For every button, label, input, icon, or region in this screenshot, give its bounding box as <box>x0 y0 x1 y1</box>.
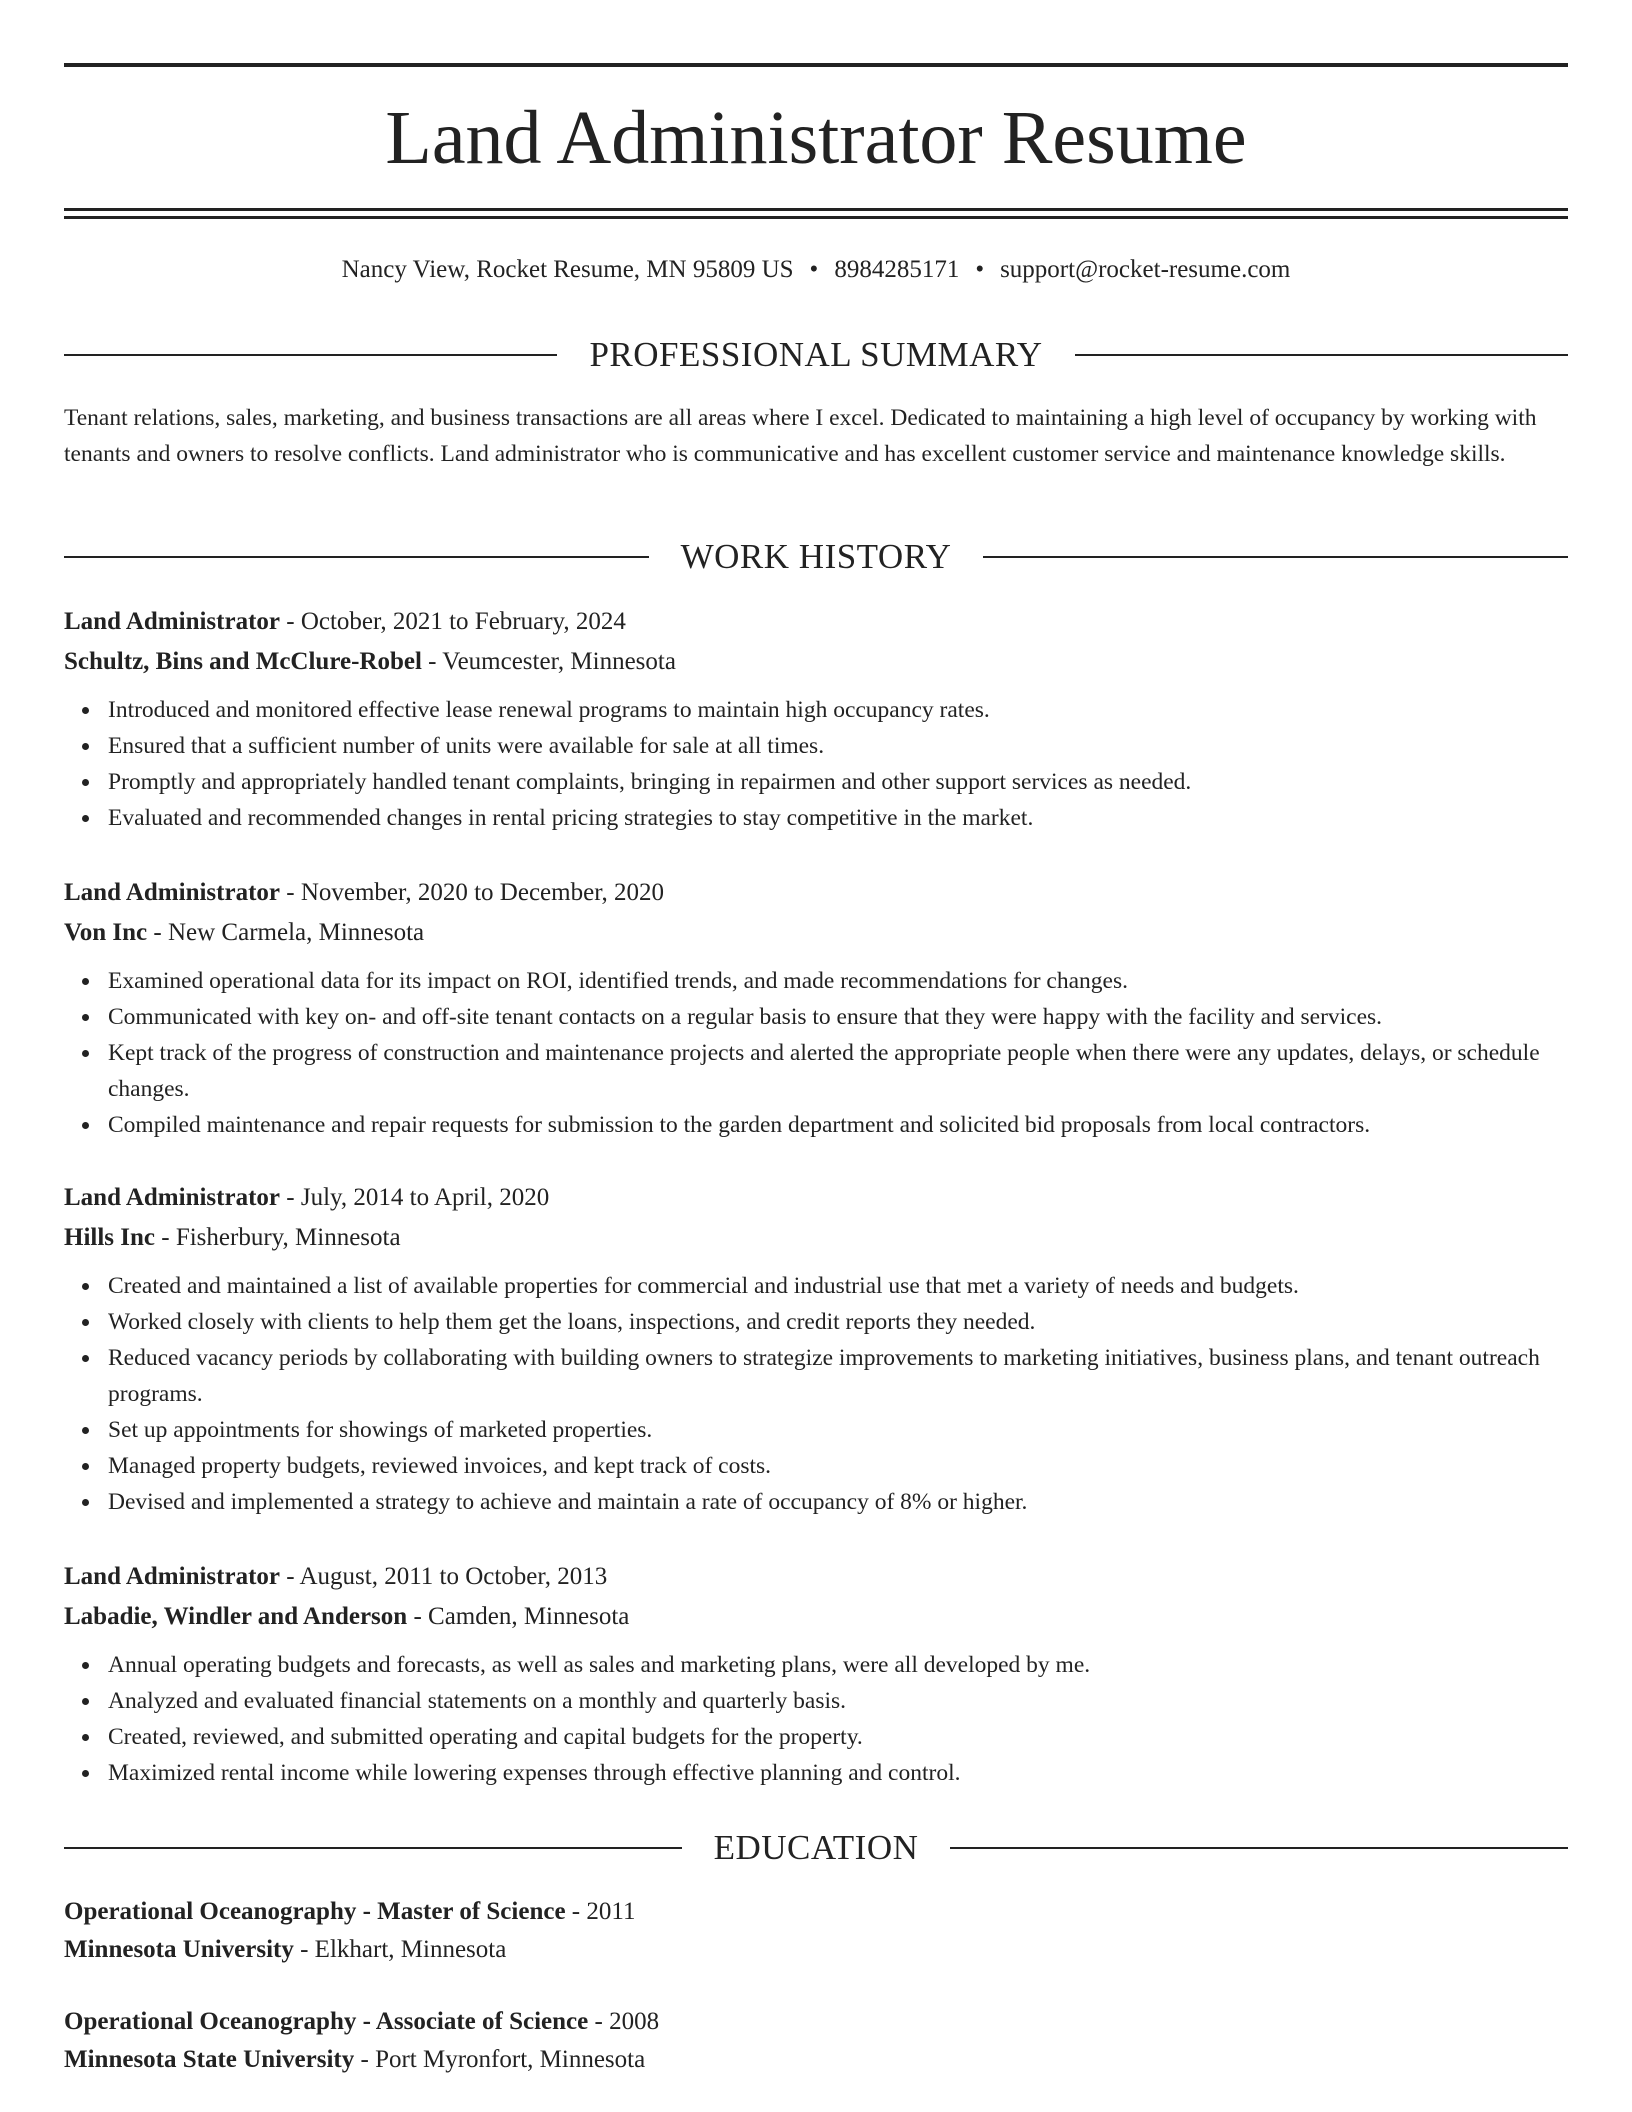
job-location: - Fisherbury, Minnesota <box>155 1224 401 1251</box>
divider <box>64 354 557 356</box>
job-entry <box>64 1178 1568 1520</box>
title-rule-upper <box>64 208 1568 211</box>
job-company-line <box>64 642 1568 682</box>
education-location: - Port Myronfort, Minnesota <box>354 2046 646 2073</box>
contact-line <box>64 252 1568 288</box>
section-title-summary: PROFESSIONAL SUMMARY <box>589 335 1043 374</box>
section-header-education <box>64 1826 1568 1870</box>
education-year: - 2011 <box>565 1898 636 1925</box>
job-entry <box>64 602 1568 836</box>
job-bullet: Kept track of the progress of construction and maintenance projects and alerted the appropriate people when there were any updates, delays, or schedule changes. <box>108 1035 1568 1107</box>
job-bullet: Communicated with key on- and off-site tenant contacts on a regular basis to ensure that they were happy with the facility and services. <box>108 999 1568 1035</box>
job-dates: - November, 2020 to December, 2020 <box>280 879 665 906</box>
divider <box>64 1847 682 1849</box>
title-rule-lower <box>64 216 1568 219</box>
job-bullet: Maximized rental income while lowering expenses through effective planning and control. <box>108 1755 1568 1791</box>
divider <box>1075 354 1568 356</box>
job-company: Schultz, Bins and McClure-Robel <box>64 648 422 675</box>
section-header-summary <box>64 333 1568 377</box>
education-year: - 2008 <box>588 2008 660 2035</box>
education-location: - Elkhart, Minnesota <box>293 1936 507 1963</box>
job-bullet: Worked closely with clients to help them get the loans, inspections, and credit reports they needed. <box>108 1304 1568 1340</box>
job-bullets <box>64 1268 1568 1520</box>
job-bullet: Devised and implemented a strategy to achieve and maintain a rate of occupancy of 8% or higher. <box>108 1484 1568 1520</box>
education-school-line <box>64 1931 1568 1969</box>
divider <box>64 556 649 558</box>
contact-address: Nancy View, Rocket Resume, MN 95809 US <box>341 256 794 283</box>
section-title-education: EDUCATION <box>713 1828 919 1867</box>
job-bullet: Examined operational data for its impact on ROI, identified trends, and made recommendations for changes. <box>108 963 1568 999</box>
job-entry <box>64 873 1568 1143</box>
job-bullet: Managed property budgets, reviewed invoices, and kept track of costs. <box>108 1448 1568 1484</box>
job-dates: - August, 2011 to October, 2013 <box>280 1563 608 1590</box>
job-company: Hills Inc <box>64 1224 155 1251</box>
contact-separator: • <box>975 256 985 283</box>
education-degree: Operational Oceanography - Associate of Science <box>64 2008 589 2035</box>
job-title-line <box>64 873 1568 913</box>
job-title-line <box>64 1557 1568 1597</box>
job-title: Land Administrator <box>64 1184 281 1211</box>
job-company: Labadie, Windler and Anderson <box>64 1603 408 1630</box>
job-bullet: Created, reviewed, and submitted operating and capital budgets for the property. <box>108 1719 1568 1755</box>
job-bullet: Evaluated and recommended changes in rental pricing strategies to stay competitive in the market. <box>108 800 1568 836</box>
job-bullet: Introduced and monitored effective lease renewal programs to maintain high occupancy rates. <box>108 692 1568 728</box>
education-entry <box>64 1893 1568 1969</box>
divider <box>950 1847 1568 1849</box>
top-rule <box>64 63 1568 67</box>
job-bullet: Reduced vacancy periods by collaborating with building owners to strategize improvements to marketing initiatives, business plans, and tenant outreach programs. <box>108 1340 1568 1412</box>
summary-text: Tenant relations, sales, marketing, and business transactions are all areas where I excel. Dedicated to maintaining a high level of occupancy by working with tenants and owners to resolve conflicts. Land administrator who is communicative and has excellent customer service and maintenance knowledge skills. <box>64 405 1537 467</box>
job-entry <box>64 1557 1568 1791</box>
job-bullet: Annual operating budgets and forecasts, as well as sales and marketing plans, were all developed by me. <box>108 1647 1568 1683</box>
job-title-line <box>64 1178 1568 1218</box>
job-dates: - October, 2021 to February, 2024 <box>280 608 626 635</box>
job-bullets <box>64 1647 1568 1791</box>
job-bullet: Compiled maintenance and repair requests for submission to the garden department and solicited bid proposals from local contractors. <box>108 1107 1568 1143</box>
education-degree-line <box>64 2003 1568 2041</box>
job-bullet: Created and maintained a list of available properties for commercial and industrial use that met a variety of needs and budgets. <box>108 1268 1568 1304</box>
job-company: Von Inc <box>64 919 148 946</box>
job-dates: - July, 2014 to April, 2020 <box>280 1184 550 1211</box>
contact-phone: 8984285171 <box>834 256 960 283</box>
education-degree-line <box>64 1893 1568 1931</box>
job-bullets <box>64 692 1568 836</box>
education-school: Minnesota University <box>64 1936 294 1963</box>
job-title-line <box>64 602 1568 642</box>
job-company-line <box>64 1218 1568 1258</box>
job-title: Land Administrator <box>64 1563 281 1590</box>
education-school-line <box>64 2041 1568 2079</box>
job-location: - Veumcester, Minnesota <box>421 648 676 675</box>
job-bullets <box>64 963 1568 1143</box>
education-entry <box>64 2003 1568 2079</box>
job-title: Land Administrator <box>64 879 281 906</box>
job-bullet: Ensured that a sufficient number of units were available for sale at all times. <box>108 728 1568 764</box>
education-degree: Operational Oceanography - Master of Science <box>64 1898 566 1925</box>
job-bullet: Set up appointments for showings of marketed properties. <box>108 1412 1568 1448</box>
job-company-line <box>64 913 1568 953</box>
job-title: Land Administrator <box>64 608 281 635</box>
section-title-work: WORK HISTORY <box>680 537 952 576</box>
contact-separator: • <box>809 256 819 283</box>
job-company-line <box>64 1597 1568 1637</box>
job-location: - New Carmela, Minnesota <box>147 919 425 946</box>
job-location: - Camden, Minnesota <box>407 1603 630 1630</box>
contact-email: support@rocket-resume.com <box>1000 256 1291 283</box>
job-bullet: Promptly and appropriately handled tenant complaints, bringing in repairmen and other support services as needed. <box>108 764 1568 800</box>
divider <box>983 556 1568 558</box>
page-title: Land Administrator Resume <box>385 96 1247 180</box>
education-school: Minnesota State University <box>64 2046 355 2073</box>
job-bullet: Analyzed and evaluated financial statements on a monthly and quarterly basis. <box>108 1683 1568 1719</box>
section-header-work <box>64 535 1568 579</box>
